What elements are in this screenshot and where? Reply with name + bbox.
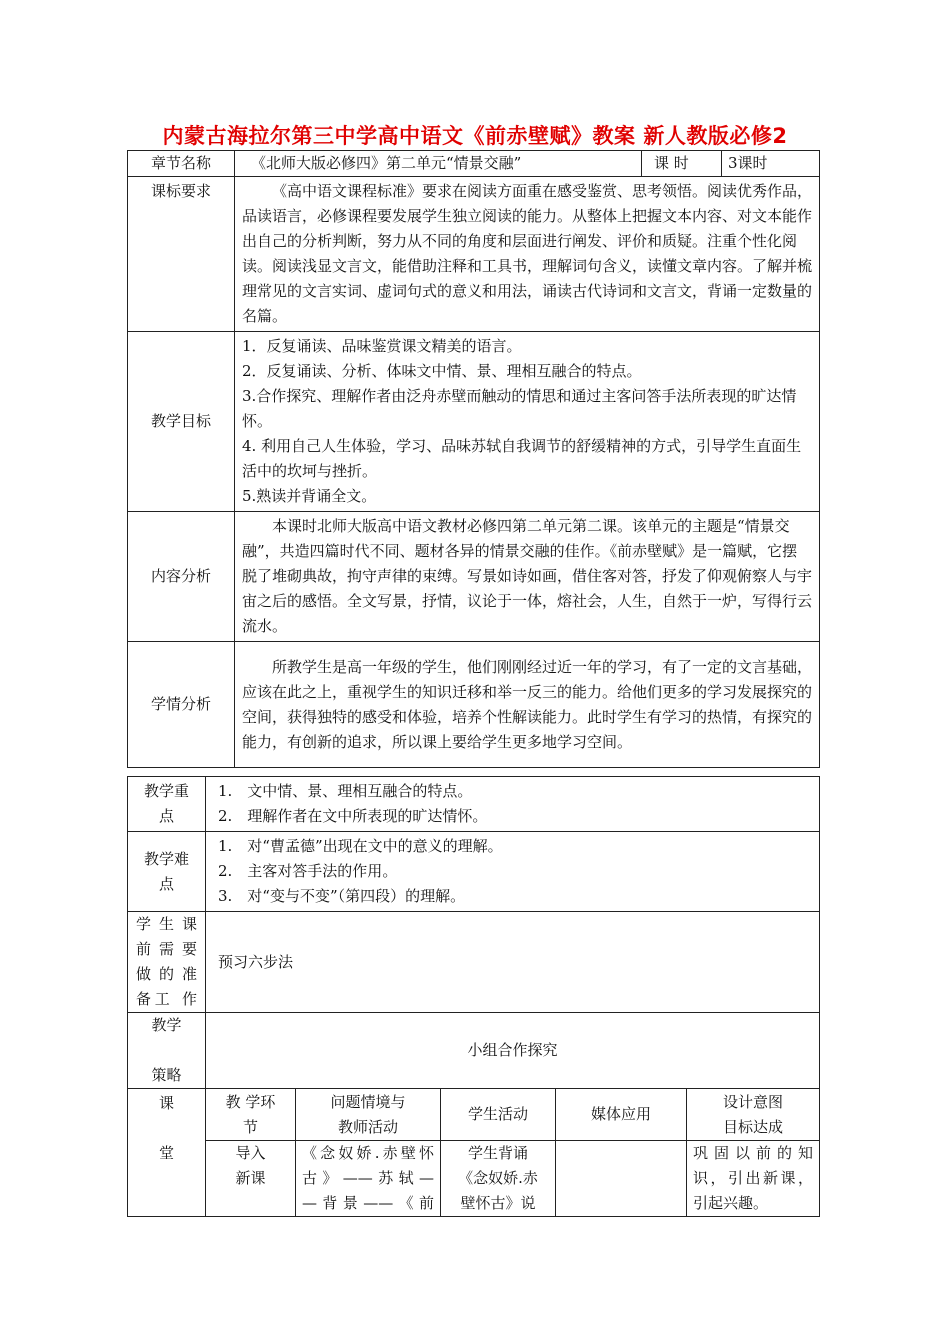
objectives-label: 教学目标 [128, 332, 235, 512]
focus-label: 教学重 点 [128, 777, 206, 832]
difficulty-label: 教学难 点 [128, 832, 206, 912]
objectives-list [235, 332, 820, 512]
hours-value: 3课时 [722, 151, 820, 177]
strategy-label: 教学 策略 [128, 1013, 206, 1089]
document-title: 内蒙古海拉尔第三中学高中语文《前赤壁赋》教案 新人教版必修2 [162, 124, 788, 148]
process-row-intro [128, 1141, 820, 1217]
stage-cell: 导入 新课 [206, 1141, 296, 1217]
chapter-label: 章节名称 [128, 151, 235, 177]
objective-item: 3.合作探究、理解作者由泛舟赤壁而触动的情思和通过主客问答手法所表现的旷达情怀。 [242, 387, 797, 430]
col-media-header: 媒体应用 [556, 1089, 687, 1141]
standards-text: 《高中语文课程标准》要求在阅读方面重在感受鉴赏、思考领悟。阅读优秀作品，品读语言，必修课程要发展学生独立阅读的能力。从整体上把握文本内容、对文本能作出自己的分析判断，努力从不同的角度和层面进行阐发、评价和质疑。注重个性化阅读。阅读浅显文言文，能借助注释和工具书，理解词句含义，读懂文章内容。了解并梳理常见的文言实词、虚词句式的意义和用法，诵读古代诗词和文言文，背诵一定数量的名篇。 [235, 177, 820, 332]
objective-item: 1．反复诵读、品味鉴赏课文精美的语言。 [242, 337, 522, 355]
standards-row [128, 177, 820, 332]
objective-item: 5.熟读并背诵全文。 [242, 487, 377, 505]
media-cell [556, 1141, 687, 1217]
student-activity-cell: 学生背诵 《念奴娇.赤 壁怀古》说 [441, 1141, 556, 1217]
col-student-header: 学生活动 [441, 1089, 556, 1141]
col-teacher-header: 问题情境与 教师活动 [296, 1089, 441, 1141]
students-label: 学情分析 [128, 642, 235, 768]
focus-row [128, 777, 820, 832]
hours-label: 课 时 [642, 151, 722, 177]
prep-row [128, 912, 820, 1013]
difficulty-item: 3. 对“变与不变”（第四段）的理解。 [218, 887, 466, 905]
content-text: 本课时北师大版高中语文教材必修四第二单元第二课。该单元的主题是“情景交融”，共造四篇时代不同、题材各异的情景交融的佳作。《前赤壁赋》是一篇赋，它摆脱了堆砌典故，拘守声律的束缚。写景如诗如画，借住客对答，抒发了仰观俯察人与宇宙之后的感悟。全文写景，抒情，议论于一体，熔社会，人生，自然于一炉，写得行云流水。 [235, 512, 820, 642]
objective-item: 4. 利用自己人生体验，学习、品味苏轼自我调节的舒缓精神的方式，引导学生直面生活中的坎坷与挫折。 [242, 437, 802, 480]
objectives-row [128, 332, 820, 512]
lesson-info-table [127, 150, 820, 768]
teacher-activity-cell: 《念奴娇.赤壁怀 古》——苏轼— —背景——《前 [296, 1141, 441, 1217]
intent-cell: 巩固以前的知 识，引出新课， 引起兴趣。 [687, 1141, 820, 1217]
standards-label: 课标要求 [128, 177, 235, 332]
prep-label: 学生课 前需要 做的准 备工 作 [128, 912, 206, 1013]
focus-item: 1. 文中情、景、理相互融合的特点。 [218, 782, 473, 800]
col-stage-header: 教 学环 节 [206, 1089, 296, 1141]
process-header-row [128, 1089, 820, 1141]
difficulty-list [206, 832, 820, 912]
difficulty-item: 1. 对“曹孟德”出现在文中的意义的理解。 [218, 837, 503, 855]
strategy-value: 小组合作探究 [206, 1013, 820, 1089]
students-text: 所教学生是高一年级的学生，他们刚刚经过近一年的学习，有了一定的文言基础，应该在此之上，重视学生的知识迁移和举一反三的能力。给他们更多的学习发展探究的空间，获得独特的感受和体验，培养个性解读能力。此时学生有学习的热情，有探究的能力，有创新的追求，所以课上要给学生更多地学习空间。 [235, 642, 820, 768]
content-row [128, 512, 820, 642]
process-label: 课 堂 [128, 1089, 206, 1217]
strategy-row [128, 1013, 820, 1089]
students-row [128, 642, 820, 768]
prep-value: 预习六步法 [206, 912, 820, 1013]
difficulty-row [128, 832, 820, 912]
objective-item: 2．反复诵读、分析、体味文中情、景、理相互融合的特点。 [242, 362, 642, 380]
focus-item: 2. 理解作者在文中所表现的旷达情怀。 [218, 807, 488, 825]
chapter-value: 《北师大版必修四》第二单元“情景交融” [235, 151, 642, 177]
header-row [128, 151, 820, 177]
difficulty-item: 2. 主客对答手法的作用。 [218, 862, 398, 880]
col-intent-header: 设计意图 目标达成 [687, 1089, 820, 1141]
focus-list [206, 777, 820, 832]
content-label: 内容分析 [128, 512, 235, 642]
lesson-plan-table [127, 776, 820, 1217]
